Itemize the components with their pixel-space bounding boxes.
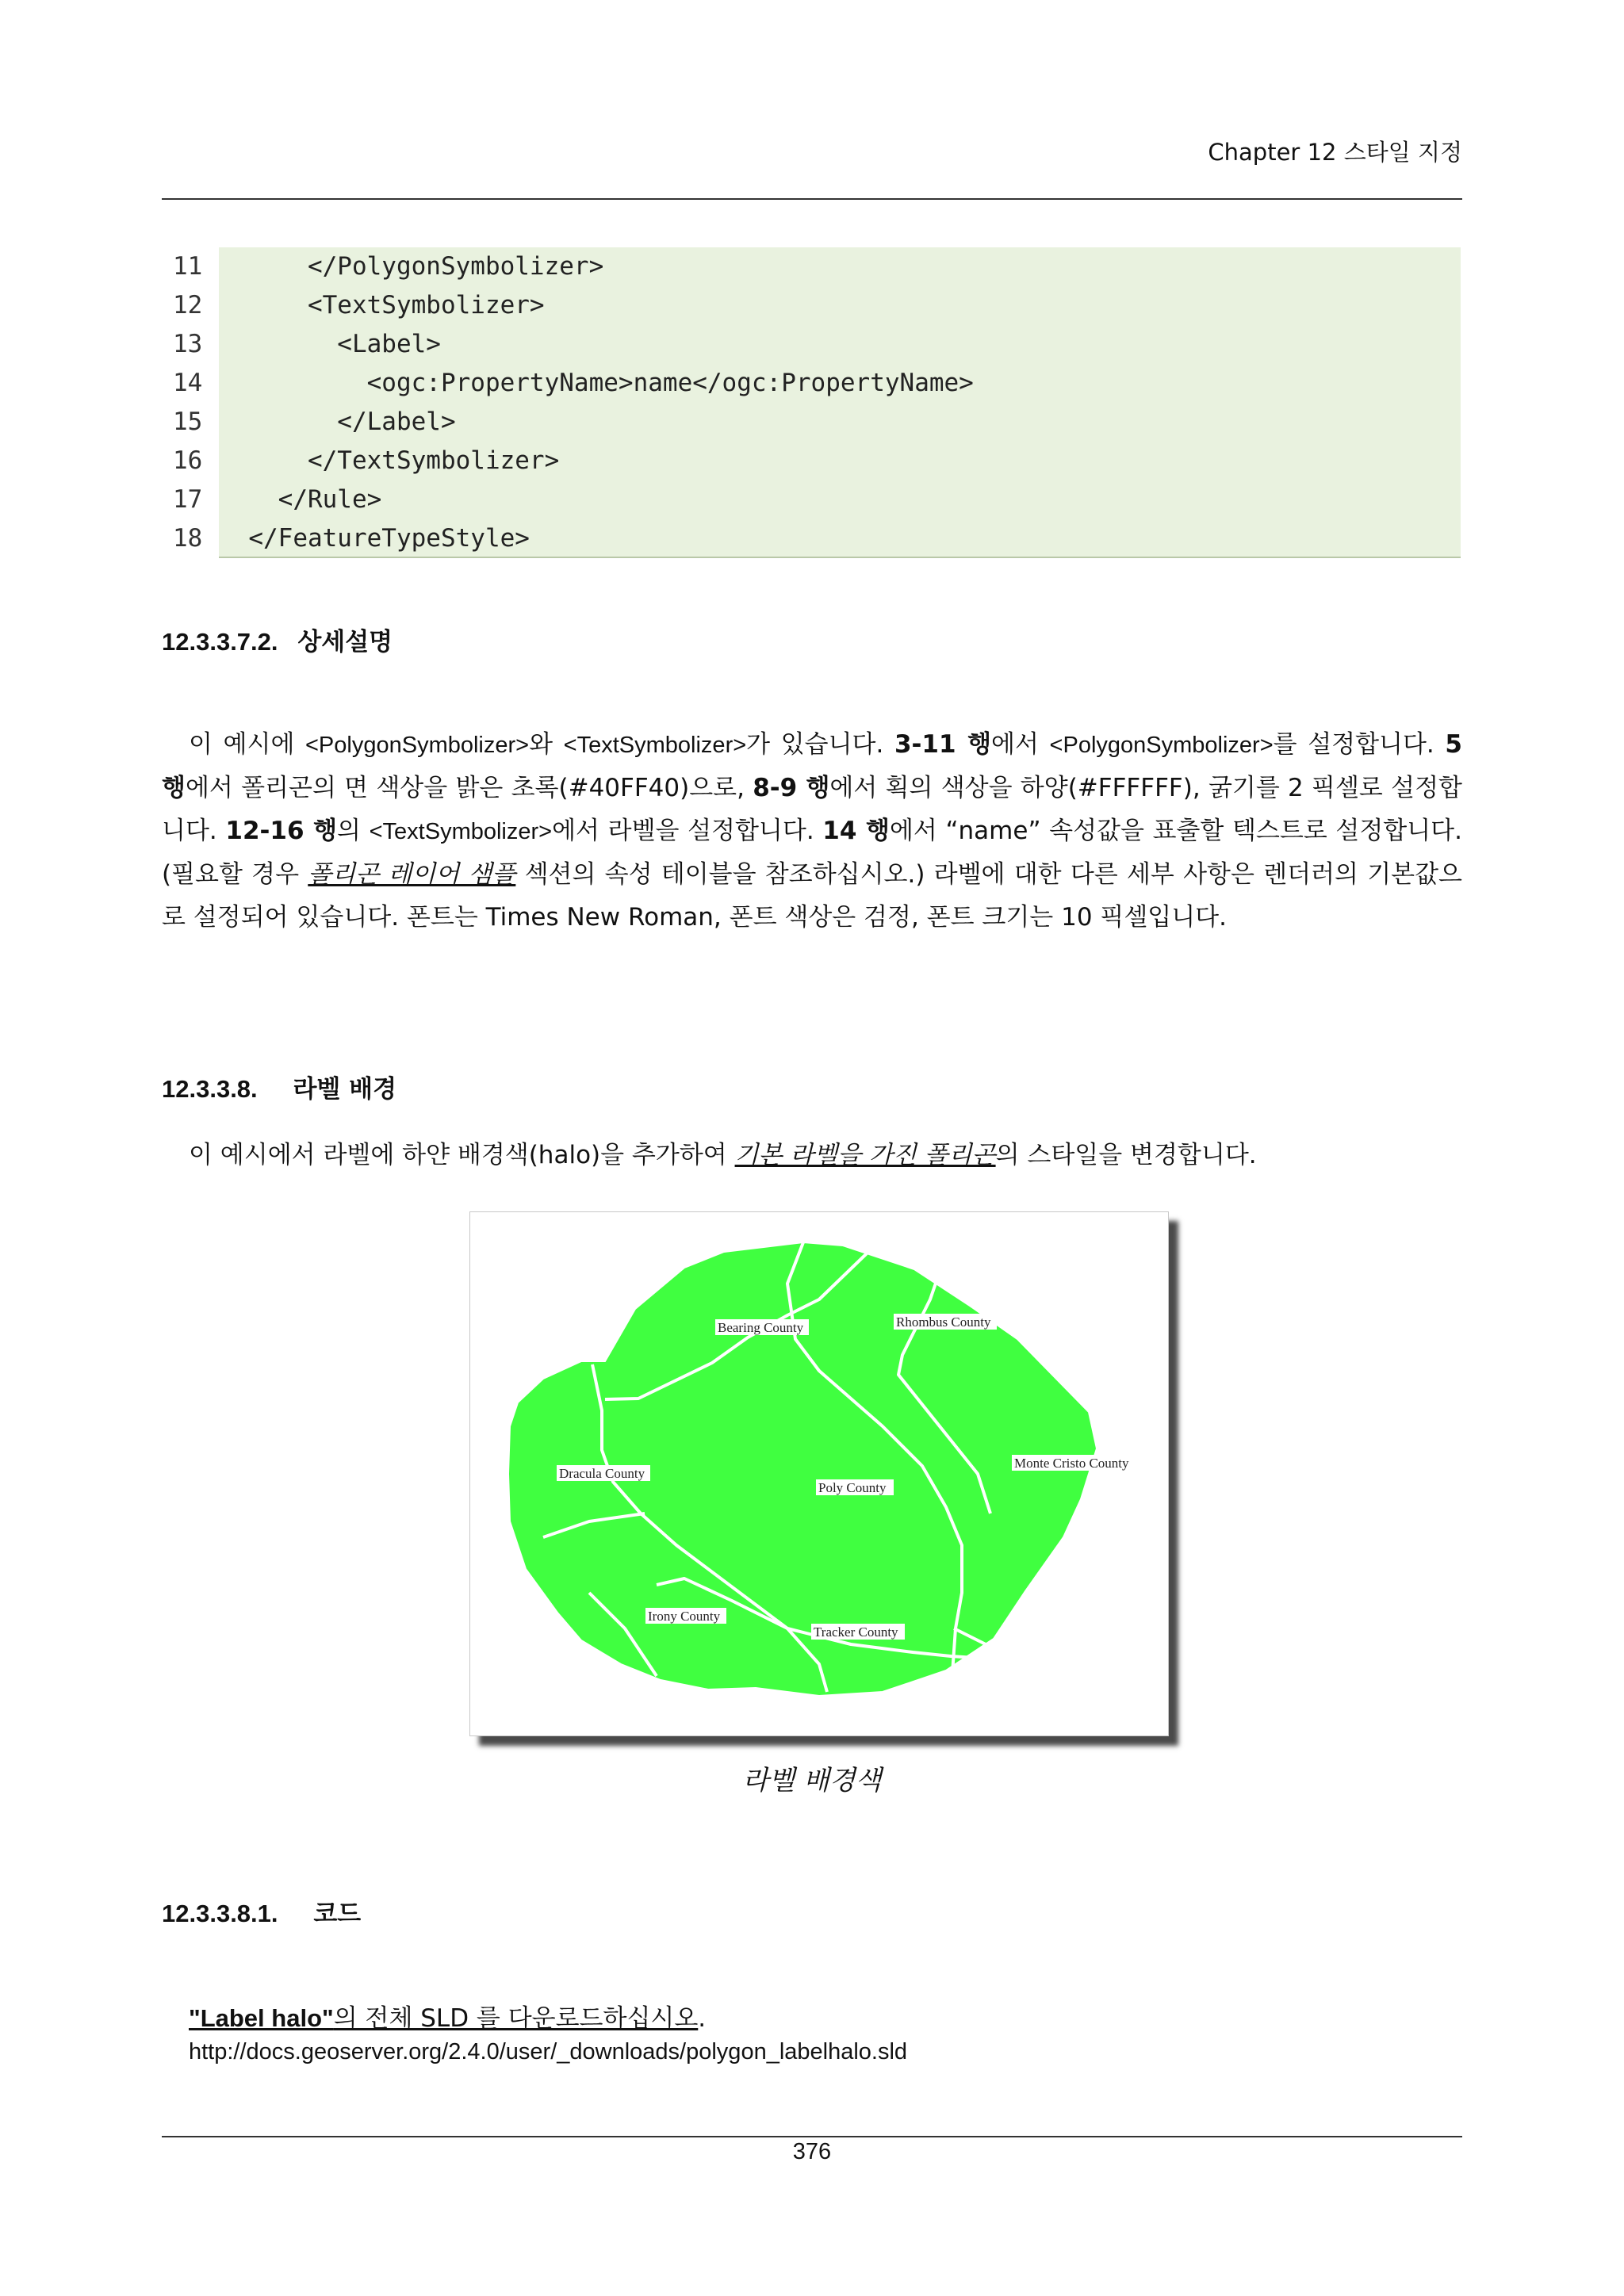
code-line — [162, 364, 1459, 403]
header-chapter-title: 스타일 지정 — [1343, 139, 1462, 166]
description-paragraph: 이 예시에 <PolygonSymbolizer>와 <TextSymbolizer>가 있습니다. 3-11 행에서 <PolygonSymbolizer>를 설정합니다. 5 행에서 폴리곤의 면 색상을 밝은 초록(#40FF40)으로, 8-9 행에서 획의 색상을 하양(#FFFFFF), 굵기를 2 픽셀로 설정합니다. 12-16 행의 <TextSymbolizer>에서 라벨을 설정합니다. 14 행에서 “name” 속성값을 표출할 텍스트로 설정합니다. (필요할 경우 폴리곤 레이어 샘플 섹션의 속성 테이블을 참조하십시오.) 라벨에 대한 다른 세부 사항은 렌더러의 기본값으로 설정되어 있습니다. 폰트는 Times New Roman, 폰트 색상은 검정, 폰트 크기는 10 픽셀입니다. — [162, 730, 1462, 932]
code-text: <ogc:PropertyName>name</ogc:PropertyName> — [219, 369, 974, 397]
section-number: 12.3.3.7.2. — [162, 628, 278, 656]
section-heading — [162, 622, 393, 657]
code-text: <Label> — [219, 330, 441, 358]
label-bearing-county: Bearing County — [718, 1320, 804, 1335]
label-poly-county: Poly County — [818, 1480, 887, 1495]
basic-label-polygon-link[interactable]: 기본 라벨을 가진 폴리곤 — [734, 1141, 996, 1169]
code-line — [162, 519, 1459, 558]
code-text: </FeatureTypeStyle> — [219, 524, 530, 553]
code-text: </Label> — [219, 408, 456, 436]
header-chapter: Chapter 12 — [1208, 139, 1337, 166]
section-title: 코드 — [313, 1900, 362, 1928]
code-listing — [162, 247, 1459, 558]
figure-caption: 라벨 배경색 — [742, 1765, 882, 1797]
section-heading — [162, 1893, 361, 1929]
label-dracula-county: Dracula County — [559, 1466, 645, 1481]
code-text: </TextSymbolizer> — [219, 446, 560, 475]
code-text: </Rule> — [219, 485, 382, 514]
footer-rule — [162, 2136, 1462, 2137]
line-number: 17 — [173, 485, 203, 514]
label-monte-cristo-county: Monte Cristo County — [1014, 1456, 1129, 1471]
label-rhombus-county: Rhombus County — [896, 1314, 991, 1330]
map-canvas — [470, 1212, 1168, 1735]
line-number: 11 — [173, 252, 203, 281]
header-rule — [162, 198, 1462, 200]
download-link[interactable]: "Label halo"의 전체 SLD 를 다운로드하십시오. — [189, 2004, 707, 2033]
label-tracker-county: Tracker County — [814, 1624, 898, 1640]
running-header — [1208, 135, 1462, 167]
code-text: </PolygonSymbolizer> — [219, 252, 604, 281]
section-number: 12.3.3.8. — [162, 1075, 258, 1103]
line-number: 18 — [173, 524, 203, 553]
section-title: 라벨 배경 — [293, 1075, 397, 1104]
intro-paragraph: 이 예시에서 라벨에 하얀 배경색(halo)을 추가하여 기본 라벨을 가진 폴리곤의 스타일을 변경합니다. — [189, 1141, 1257, 1169]
code-line — [162, 442, 1459, 480]
line-number: 14 — [173, 369, 203, 397]
polygon-layer-sample-link[interactable]: 폴리곤 레이어 샘플 — [308, 860, 516, 889]
line-number: 13 — [173, 330, 203, 358]
code-line — [162, 325, 1459, 364]
line-number: 15 — [173, 408, 203, 436]
code-line — [162, 286, 1459, 325]
map-figure — [469, 1211, 1169, 1736]
line-number: 16 — [173, 446, 203, 475]
code-line — [162, 480, 1459, 519]
section-title: 상세설명 — [297, 628, 393, 656]
code-line — [162, 247, 1459, 286]
section-heading — [162, 1069, 396, 1104]
page-number: 376 — [792, 2139, 832, 2164]
section-number: 12.3.3.8.1. — [162, 1900, 278, 1927]
code-line — [162, 403, 1459, 442]
download-url[interactable]: http://docs.geoserver.org/2.4.0/user/_downloads/polygon_labelhalo.sld — [189, 2039, 908, 2064]
code-text: <TextSymbolizer> — [219, 291, 545, 320]
label-irony-county: Irony County — [648, 1609, 721, 1624]
line-number: 12 — [173, 291, 203, 320]
